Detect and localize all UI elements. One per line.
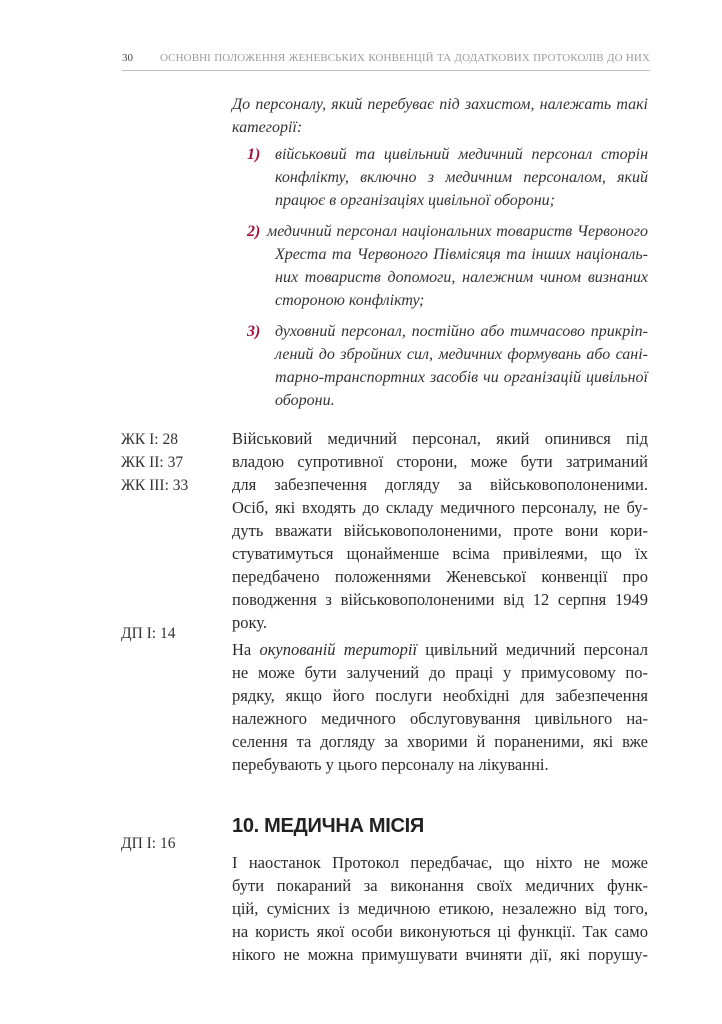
intro-text (232, 93, 648, 139)
running-header (122, 50, 650, 71)
text-line: конфлікту, включно з медичним персоналом, який (275, 169, 648, 186)
list-number: 1) (247, 146, 261, 163)
text-line: Осіб, які входять до складу медичного персоналу, не бу- (232, 498, 648, 517)
margin-reference (121, 428, 188, 497)
emphasis: окупованій території (259, 640, 418, 659)
text-line: бути покараний за виконання своїх медичних функ- (232, 876, 648, 895)
running-title: ОСНОВНІ ПОЛОЖЕННЯ ЖЕНЕВСЬКИХ КОНВЕНЦІЙ ТА ДОДАТКОВИХ ПРОТОКОЛІВ ДО НИХ (160, 52, 650, 64)
text-line: них товариств допомоги, належним чином визнаних (275, 269, 648, 286)
text-line: передбачено положеннями Женевської конвенції про (232, 567, 648, 586)
list-number: 3) (247, 323, 261, 340)
text-line: медичний персонал національних товариств Червоного (267, 223, 648, 240)
text-line: владою супротивної сторони, може бути затриманий (232, 452, 648, 471)
section-heading: 10. МЕДИЧНА МІСІЯ (232, 815, 424, 837)
reference-gc2: ЖК II: 37 (121, 454, 184, 471)
text-line: стороною конфлікту; (275, 292, 425, 309)
text-line: стуватимуться щонайменше всіма привілеями, що їх (232, 544, 648, 563)
text-line: Військовий медичний персонал, який опинився під (232, 429, 648, 448)
paragraph-medical-mission (232, 851, 648, 966)
text-line: не може бути залучений до праці у примусовому по- (232, 663, 648, 682)
text-line: категорії: (232, 119, 303, 136)
page-number: 30 (122, 52, 133, 64)
text-line: І наостанок Протокол передбачає, що ніхто не може (232, 853, 648, 872)
reference-gc1: ЖК I: 28 (121, 431, 178, 448)
paragraph-occupied-territory (232, 638, 648, 776)
text-line: оборони. (275, 392, 335, 409)
text-line: для забезпечення догляду за військовополоненими. (232, 475, 648, 494)
text-line: військовий та цивільний медичний персонал сторін (275, 146, 648, 163)
text-line: перебувають у цього персоналу на лікуванні. (232, 755, 549, 774)
text-fragment: цивільний медичний персонал (417, 640, 649, 659)
text-line: селення та догляду за хворими й пораненими, які вже (232, 732, 648, 751)
text-line: тарно-транспортних засобів чи організацій цивільної (275, 369, 648, 386)
text-line: року. (232, 613, 268, 632)
text-line: лений до збройних сил, медичних формувань або сані- (275, 346, 648, 363)
paragraph-military-medical (232, 427, 648, 634)
text-line: належного медичного обслуговування цивільного на- (232, 709, 648, 728)
text-line: на користь якої особи виконуються ці функції. Так само (232, 922, 648, 941)
text-line: До персоналу, який перебуває під захистом, належать такі (232, 96, 648, 113)
text-line: поводження з військовополоненими від 12 серпня 1949 (232, 590, 648, 609)
reference-gc3: ЖК III: 33 (121, 477, 189, 494)
list-number: 2) (247, 223, 261, 240)
text-fragment: На (232, 640, 260, 659)
text-line (232, 638, 648, 661)
text-line: духовний персонал, постійно або тимчасово прикріп- (275, 323, 648, 340)
text-line: Хреста та Червоного Півмісяця та інших національ- (275, 246, 648, 263)
text-line: дуть вважати військовополоненими, проте вони кори- (232, 521, 648, 540)
text-line: цій, сумісних із медичною етикою, незалежно від того, (232, 899, 648, 918)
margin-reference: ДП I: 16 (121, 835, 176, 852)
text-line: нікого не можна примушувати вчиняти дії, які порушу- (232, 945, 648, 964)
text-line: працює в організаціях цивільної оборони; (275, 192, 555, 209)
margin-reference: ДП I: 14 (121, 625, 176, 642)
text-line: рядку, якщо його послуги необхідні для забезпечення (232, 686, 648, 705)
personnel-list (232, 143, 648, 413)
